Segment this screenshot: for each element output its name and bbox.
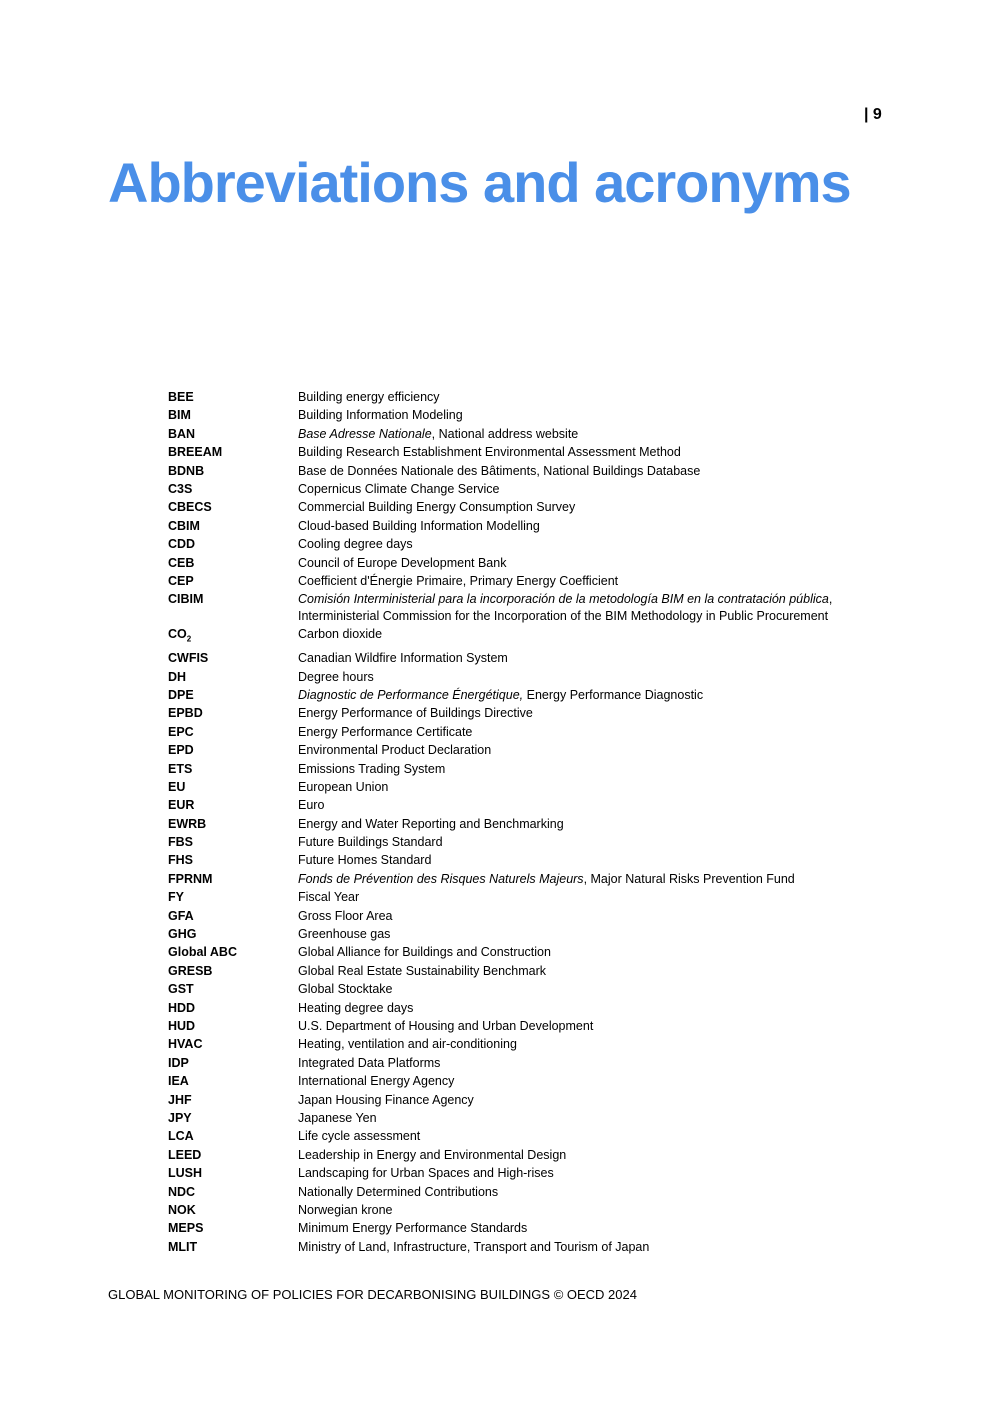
definition-text: Global Real Estate Sustainability Benchmark <box>298 963 547 978</box>
abbreviation-definition <box>298 797 848 814</box>
abbreviation-row <box>168 687 848 705</box>
abbreviation-term <box>168 481 298 498</box>
abbreviation-term-text: FBS <box>168 835 193 850</box>
abbreviation-definition <box>298 1073 848 1090</box>
definition-text: International Energy Agency <box>298 1074 455 1089</box>
abbreviation-term <box>168 626 298 648</box>
abbreviation-term-text: DPE <box>168 687 194 702</box>
definition-text: Global Stocktake <box>298 982 393 997</box>
abbreviation-definition <box>298 742 848 759</box>
abbreviation-row <box>168 669 848 687</box>
definition-text: Base de Données Nationale des Bâtiments, National Buildings Database <box>298 463 701 478</box>
abbreviation-term-text: EU <box>168 779 186 794</box>
abbreviation-definition <box>298 1239 848 1256</box>
definition-text: Euro <box>298 798 325 813</box>
abbreviation-definition <box>298 626 848 648</box>
definition-text: Energy Performance of Buildings Directive <box>298 706 533 721</box>
abbreviation-term <box>168 591 298 624</box>
abbreviation-term-text: DH <box>168 669 187 684</box>
abbreviation-term-text: BAN <box>168 426 196 441</box>
abbreviation-term <box>168 816 298 833</box>
definition-text: Heating degree days <box>298 1000 414 1015</box>
abbreviation-row <box>168 518 848 536</box>
definition-text: Carbon dioxide <box>298 627 383 642</box>
abbreviation-row <box>168 1239 848 1257</box>
abbreviation-row <box>168 1128 848 1146</box>
page-number <box>864 106 882 124</box>
definition-text: Greenhouse gas <box>298 927 391 942</box>
abbreviation-term-text: FHS <box>168 853 193 868</box>
abbreviation-definition <box>298 444 848 461</box>
definition-text: Building Research Establishment Environmental Assessment Method <box>298 445 681 460</box>
definition-text: Commercial Building Energy Consumption Survey <box>298 500 576 515</box>
definition-text: Future Buildings Standard <box>298 835 443 850</box>
abbreviation-row <box>168 591 848 626</box>
abbreviation-definition <box>298 1018 848 1035</box>
abbreviation-definition <box>298 463 848 480</box>
abbreviation-definition <box>298 871 848 888</box>
definition-text: Degree hours <box>298 669 374 684</box>
abbreviation-term <box>168 852 298 869</box>
abbreviation-row <box>168 1202 848 1220</box>
abbreviation-definition <box>298 1184 848 1201</box>
abbreviation-term <box>168 536 298 553</box>
abbreviation-term-text: GHG <box>168 927 197 942</box>
abbreviation-term-text: JHF <box>168 1092 192 1107</box>
abbreviation-term-text: HUD <box>168 1018 196 1033</box>
abbreviation-term-text: NDC <box>168 1184 196 1199</box>
abbreviation-term-text: GRESB <box>168 963 213 978</box>
abbreviation-term <box>168 1110 298 1127</box>
abbreviation-definition <box>298 724 848 741</box>
abbreviation-term <box>168 1184 298 1201</box>
abbreviation-row <box>168 1184 848 1202</box>
abbreviation-term <box>168 761 298 778</box>
definition-text: Coefficient d'Énergie Primaire, Primary Energy Coefficient <box>298 573 619 588</box>
abbreviation-term-text: GST <box>168 982 194 997</box>
abbreviation-definition <box>298 1220 848 1237</box>
abbreviation-term-text: CEB <box>168 555 195 570</box>
abbreviation-term <box>168 908 298 925</box>
definition-text: Gross Floor Area <box>298 908 393 923</box>
definition-text: European Union <box>298 779 389 794</box>
abbreviation-definition <box>298 591 848 624</box>
abbreviation-definition <box>298 889 848 906</box>
abbreviation-term <box>168 1165 298 1182</box>
abbreviation-row <box>168 444 848 462</box>
abbreviation-row <box>168 834 848 852</box>
abbreviation-term <box>168 742 298 759</box>
abbreviation-term-text: CBIM <box>168 518 200 533</box>
abbreviation-term <box>168 1147 298 1164</box>
abbreviation-row <box>168 1073 848 1091</box>
definition-text: Emissions Trading System <box>298 761 446 776</box>
abbreviation-row <box>168 926 848 944</box>
abbreviation-row <box>168 1018 848 1036</box>
definition-text: Life cycle assessment <box>298 1129 421 1144</box>
abbreviation-row <box>168 761 848 779</box>
abbreviation-term <box>168 1036 298 1053</box>
abbreviation-term-text: CO <box>168 627 187 642</box>
abbreviation-term-text: CEP <box>168 573 194 588</box>
abbreviation-term <box>168 705 298 722</box>
abbreviation-term <box>168 834 298 851</box>
abbreviation-definition <box>298 1147 848 1164</box>
definition-text: Energy Performance Certificate <box>298 724 473 739</box>
abbreviation-term <box>168 573 298 590</box>
abbreviation-term-text: IEA <box>168 1074 189 1089</box>
abbreviation-definition <box>298 1055 848 1072</box>
abbreviation-term-text: BDNB <box>168 463 205 478</box>
abbreviation-definition <box>298 499 848 516</box>
abbreviation-definition <box>298 1202 848 1219</box>
page-number-prefix: | <box>864 106 873 123</box>
definition-italic-text: Diagnostic de Performance Énergétique, <box>298 687 524 702</box>
abbreviation-term-text: CBECS <box>168 500 212 515</box>
abbreviation-definition <box>298 650 848 667</box>
abbreviation-definition <box>298 669 848 686</box>
page-title: Abbreviations and acronyms <box>108 151 851 214</box>
abbreviation-row <box>168 555 848 573</box>
abbreviation-definition <box>298 1110 848 1127</box>
definition-text: Nationally Determined Contributions <box>298 1184 499 1199</box>
abbreviation-definition <box>298 779 848 796</box>
definition-text: Japanese Yen <box>298 1110 377 1125</box>
abbreviation-term-text: BIM <box>168 408 191 423</box>
abbreviation-row <box>168 573 848 591</box>
abbreviation-term <box>168 926 298 943</box>
abbreviation-row <box>168 981 848 999</box>
abbreviation-row <box>168 724 848 742</box>
abbreviation-term <box>168 871 298 888</box>
abbreviation-row <box>168 1147 848 1165</box>
abbreviation-term <box>168 669 298 686</box>
abbreviation-row <box>168 742 848 760</box>
abbreviation-term <box>168 1073 298 1090</box>
abbreviation-term <box>168 650 298 667</box>
abbreviation-row <box>168 871 848 889</box>
abbreviation-row <box>168 499 848 517</box>
abbreviation-term <box>168 1018 298 1035</box>
abbreviation-term <box>168 981 298 998</box>
abbreviation-term-text: GFA <box>168 908 194 923</box>
definition-text: Global Alliance for Buildings and Construction <box>298 945 551 960</box>
abbreviation-term-text: LUSH <box>168 1166 203 1181</box>
definition-text: Integrated Data Platforms <box>298 1055 441 1070</box>
page-footer: GLOBAL MONITORING OF POLICIES FOR DECARBONISING BUILDINGS © OECD 2024 <box>108 1287 637 1302</box>
abbreviation-term <box>168 797 298 814</box>
definition-text: Norwegian krone <box>298 1202 393 1217</box>
abbreviation-row <box>168 650 848 668</box>
abbreviation-row <box>168 852 848 870</box>
abbreviation-term <box>168 518 298 535</box>
abbreviation-term-text: Global ABC <box>168 945 237 960</box>
abbreviation-definition <box>298 926 848 943</box>
abbreviation-row <box>168 944 848 962</box>
abbreviation-term-text: NOK <box>168 1202 196 1217</box>
page-number-value: 9 <box>872 106 882 123</box>
abbreviation-term-text: MLIT <box>168 1239 198 1254</box>
abbreviation-row <box>168 1220 848 1238</box>
abbreviation-row <box>168 908 848 926</box>
abbreviation-definition <box>298 1128 848 1145</box>
abbreviation-term-text: EUR <box>168 798 195 813</box>
definition-text: Landscaping for Urban Spaces and High-rises <box>298 1166 554 1181</box>
abbreviation-term <box>168 499 298 516</box>
abbreviation-term-text: CIBIM <box>168 592 204 607</box>
abbreviation-term <box>168 444 298 461</box>
definition-text: , Interministerial Commission for the Incorporation of the BIM Methodology in Public Procurement <box>298 592 833 623</box>
abbreviation-row <box>168 426 848 444</box>
abbreviation-definition <box>298 536 848 553</box>
abbreviation-term-text: CWFIS <box>168 651 209 666</box>
abbreviation-definition <box>298 963 848 980</box>
abbreviation-term <box>168 1055 298 1072</box>
abbreviation-row <box>168 481 848 499</box>
definition-italic-text: Base Adresse Nationale <box>298 426 432 441</box>
abbreviation-term-text: LEED <box>168 1147 202 1162</box>
abbreviation-definition <box>298 816 848 833</box>
definition-text: Environmental Product Declaration <box>298 743 492 758</box>
definition-text: , National address website <box>431 426 579 441</box>
abbreviation-row <box>168 963 848 981</box>
abbreviation-term <box>168 1128 298 1145</box>
definition-text: Building Information Modeling <box>298 408 463 423</box>
abbreviation-term <box>168 1220 298 1237</box>
abbreviation-row <box>168 1000 848 1018</box>
abbreviation-term <box>168 1202 298 1219</box>
definition-text: Building energy efficiency <box>298 390 440 404</box>
abbreviation-definition <box>298 407 848 424</box>
abbreviation-row <box>168 463 848 481</box>
abbreviation-definition <box>298 389 848 406</box>
abbreviation-term-text: FPRNM <box>168 871 213 886</box>
abbreviation-term-text: HDD <box>168 1000 196 1015</box>
abbreviation-definition <box>298 687 848 704</box>
abbreviation-term-text: FY <box>168 890 184 905</box>
abbreviation-definition <box>298 573 848 590</box>
abbreviation-definition <box>298 518 848 535</box>
definition-text: Cooling degree days <box>298 537 413 552</box>
abbreviation-term-text: EPD <box>168 743 194 758</box>
definition-text: Minimum Energy Performance Standards <box>298 1221 528 1236</box>
abbreviation-list <box>168 389 848 1257</box>
abbreviation-term-text: CDD <box>168 537 196 552</box>
abbreviation-definition <box>298 944 848 961</box>
abbreviation-term-text: EPC <box>168 724 194 739</box>
abbreviation-term <box>168 1000 298 1017</box>
abbreviation-row <box>168 779 848 797</box>
abbreviation-term-text: ETS <box>168 761 193 776</box>
definition-text: Ministry of Land, Infrastructure, Transport and Tourism of Japan <box>298 1239 650 1254</box>
abbreviation-definition <box>298 1036 848 1053</box>
abbreviation-term-text: BREEAM <box>168 445 223 460</box>
abbreviation-term-text: EPBD <box>168 706 203 721</box>
abbreviation-term-text: HVAC <box>168 1037 203 1052</box>
definition-italic-text: Comisión Interministerial para la incorporación de la metodología BIM en la contratación pública <box>298 592 829 607</box>
definition-text: Cloud-based Building Information Modelling <box>298 518 540 533</box>
abbreviation-row <box>168 816 848 834</box>
definition-text: U.S. Department of Housing and Urban Development <box>298 1018 594 1033</box>
definition-italic-text: Fonds de Prévention des Risques Naturels Majeurs <box>298 871 584 886</box>
abbreviation-row <box>168 1055 848 1073</box>
definition-text: Japan Housing Finance Agency <box>298 1092 474 1107</box>
abbreviation-term <box>168 687 298 704</box>
abbreviation-term-text: C3S <box>168 481 193 496</box>
definition-text: Heating, ventilation and air-conditioning <box>298 1037 517 1052</box>
abbreviation-term <box>168 463 298 480</box>
abbreviation-term <box>168 1239 298 1256</box>
abbreviation-definition <box>298 1165 848 1182</box>
abbreviation-term <box>168 724 298 741</box>
abbreviation-row <box>168 1036 848 1054</box>
abbreviation-term-subscript: 2 <box>186 634 192 644</box>
abbreviation-term <box>168 426 298 443</box>
abbreviation-row <box>168 705 848 723</box>
definition-text: Future Homes Standard <box>298 853 432 868</box>
abbreviation-row <box>168 797 848 815</box>
abbreviation-row <box>168 536 848 554</box>
abbreviation-term <box>168 889 298 906</box>
abbreviation-term <box>168 944 298 961</box>
abbreviation-term <box>168 555 298 572</box>
abbreviation-definition <box>298 852 848 869</box>
abbreviation-definition <box>298 1092 848 1109</box>
abbreviation-term <box>168 407 298 424</box>
definition-text: Copernicus Climate Change Service <box>298 481 500 496</box>
definition-text: Canadian Wildfire Information System <box>298 651 508 666</box>
abbreviation-definition <box>298 481 848 498</box>
abbreviation-definition <box>298 1000 848 1017</box>
abbreviation-term <box>168 1092 298 1109</box>
definition-text: , Major Natural Risks Prevention Fund <box>583 871 795 886</box>
abbreviation-term-text: LCA <box>168 1129 194 1144</box>
definition-text: Leadership in Energy and Environmental Design <box>298 1147 567 1162</box>
abbreviation-term-text: MEPS <box>168 1221 204 1236</box>
abbreviation-term-text: JPY <box>168 1110 192 1125</box>
abbreviation-term <box>168 389 298 406</box>
definition-text: Fiscal Year <box>298 890 360 905</box>
abbreviation-definition <box>298 555 848 572</box>
abbreviation-term-text: EWRB <box>168 816 207 831</box>
abbreviation-term <box>168 779 298 796</box>
abbreviation-row <box>168 1092 848 1110</box>
definition-text: Energy Performance Diagnostic <box>523 687 704 702</box>
abbreviation-definition <box>298 705 848 722</box>
abbreviation-row <box>168 889 848 907</box>
abbreviation-term <box>168 963 298 980</box>
abbreviation-row <box>168 407 848 425</box>
abbreviation-term-text: IDP <box>168 1055 189 1070</box>
abbreviation-term-text: BEE <box>168 390 194 404</box>
abbreviation-row <box>168 1110 848 1128</box>
abbreviation-row <box>168 389 848 407</box>
definition-text: Energy and Water Reporting and Benchmarking <box>298 816 564 831</box>
abbreviation-definition <box>298 426 848 443</box>
abbreviation-definition <box>298 981 848 998</box>
abbreviation-definition <box>298 761 848 778</box>
abbreviation-row <box>168 1165 848 1183</box>
abbreviation-definition <box>298 908 848 925</box>
abbreviation-definition <box>298 834 848 851</box>
definition-text: Council of Europe Development Bank <box>298 555 507 570</box>
abbreviation-row <box>168 626 848 650</box>
